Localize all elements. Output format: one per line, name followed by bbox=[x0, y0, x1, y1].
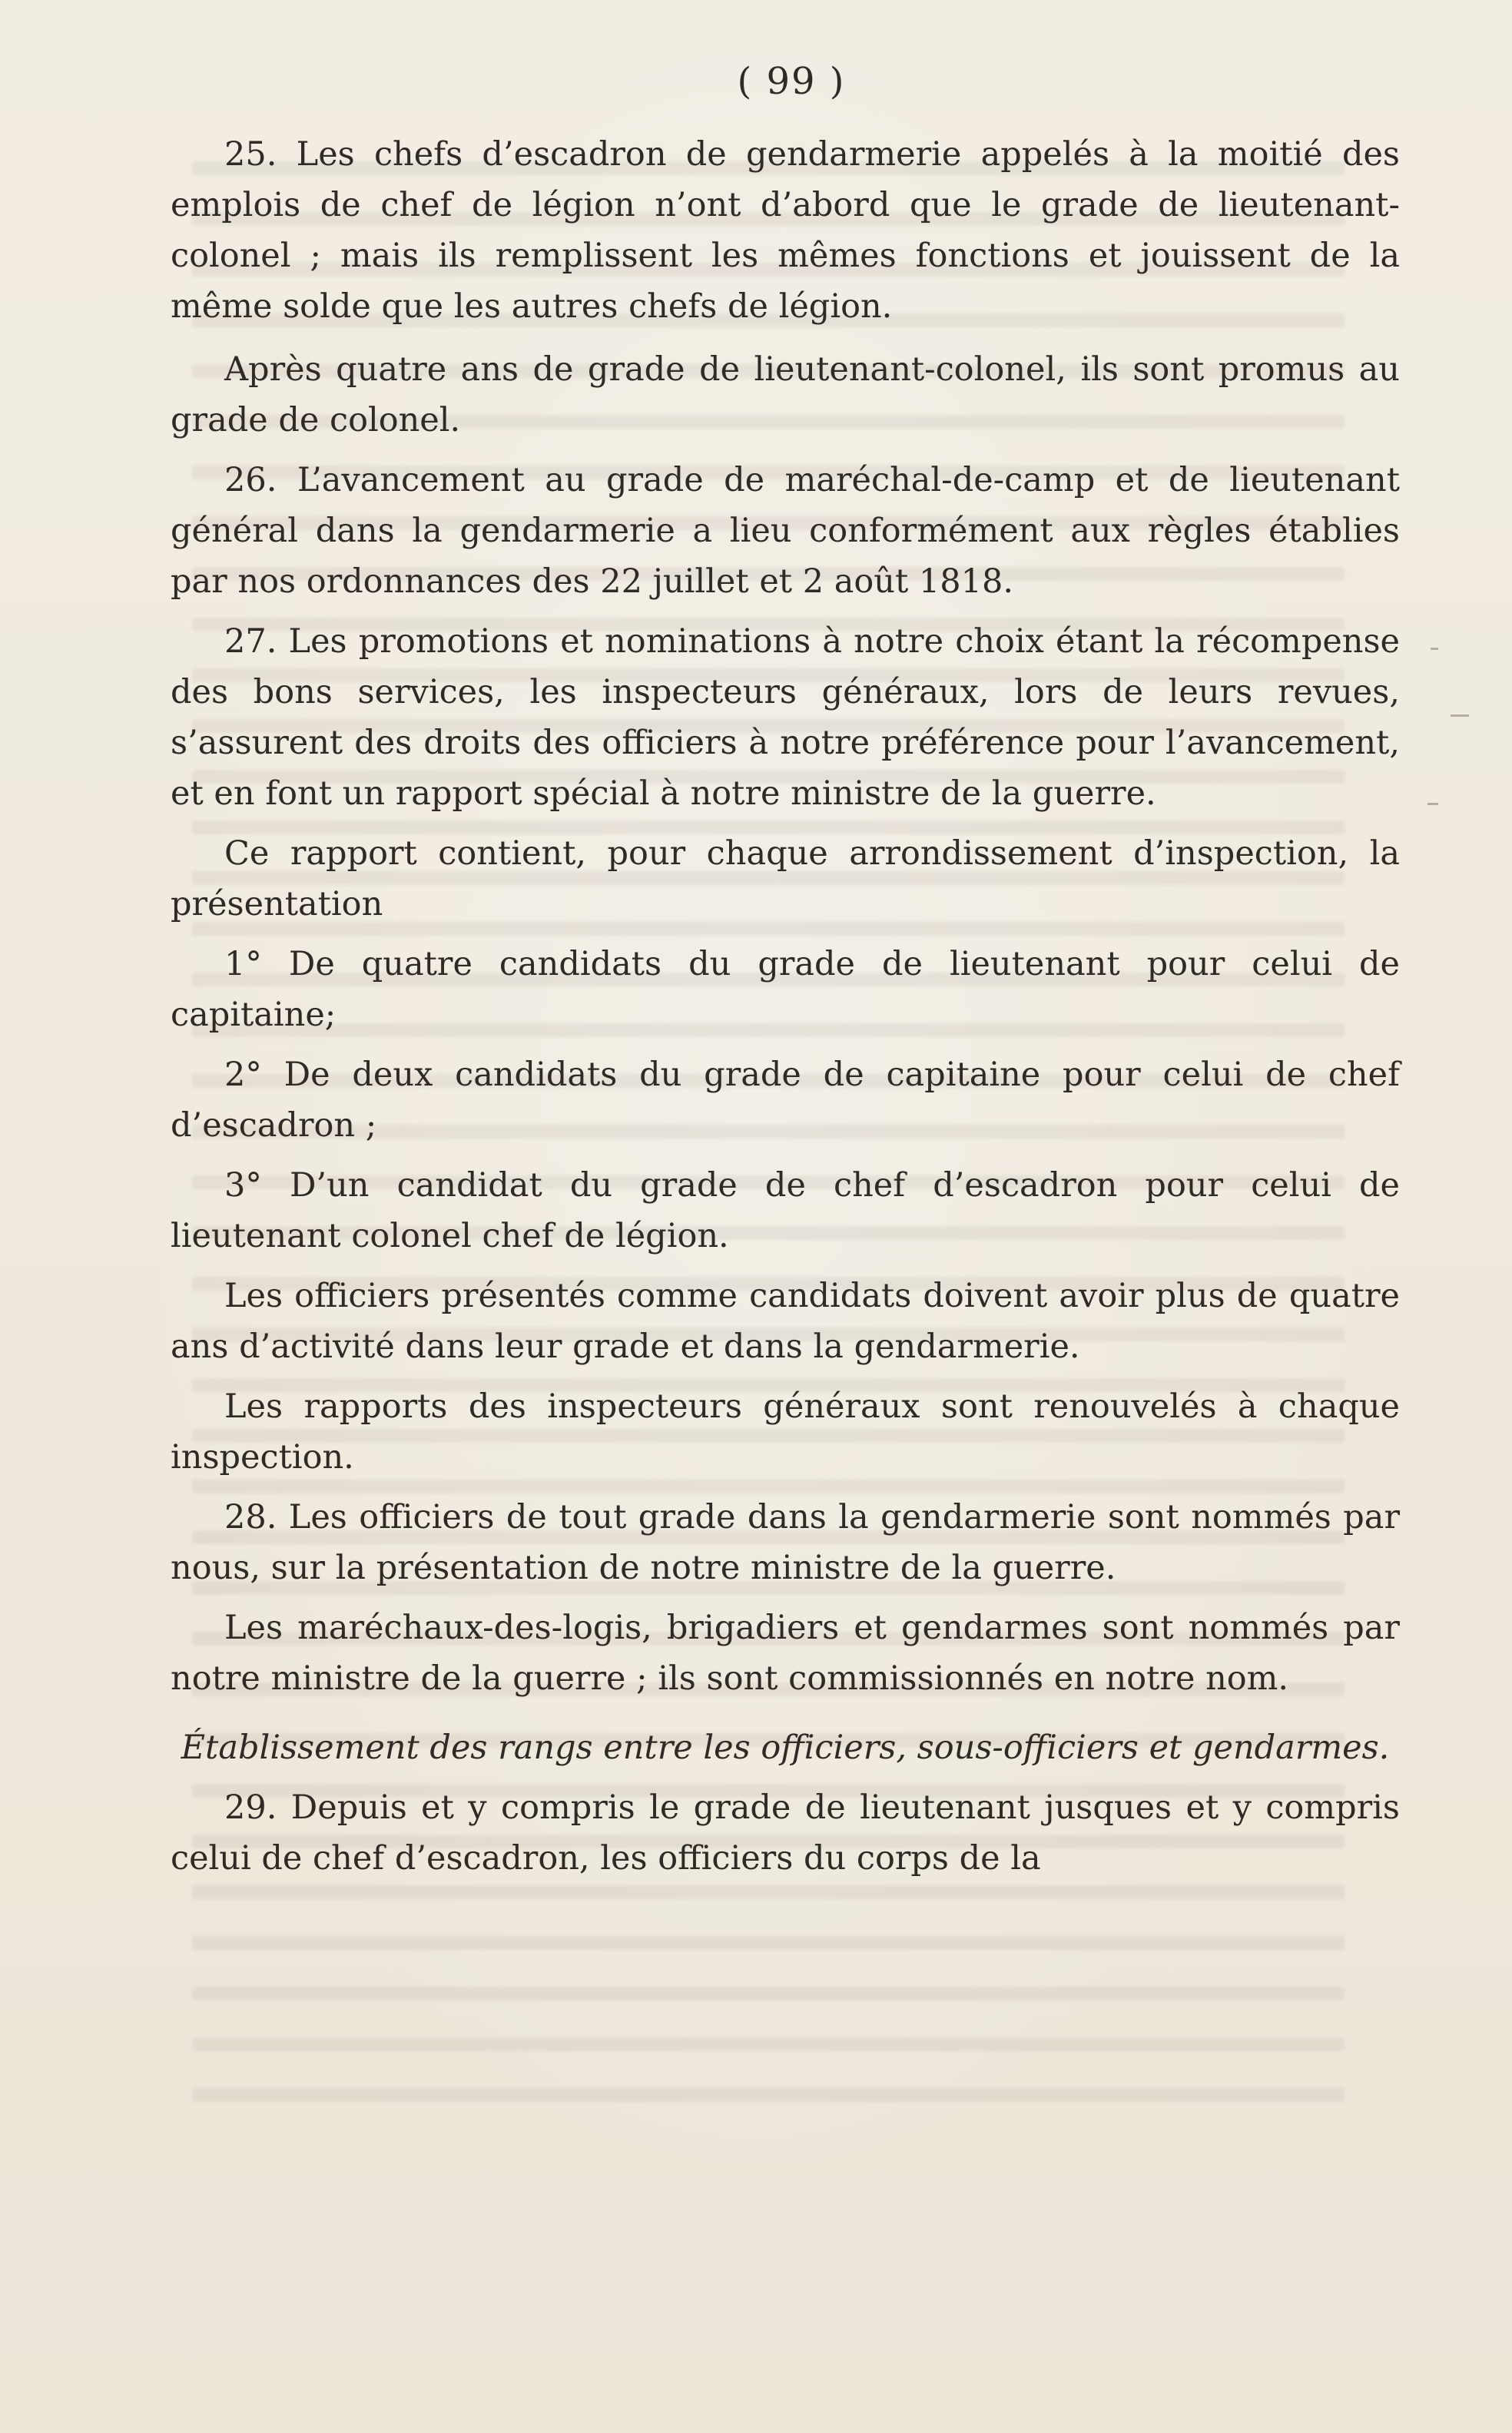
list-item-third: 3° D’un candidat du grade de chef d’escadron pour celui de lieutenant colonel chef de légion. bbox=[171, 1166, 1400, 1255]
paragraph-nco-appointments: Les maréchaux-des-logis, brigadiers et gendarmes sont nommés par notre ministre de la guerre ; ils sont commissionnés en notre nom. bbox=[171, 1609, 1400, 1698]
paragraph-promotion-colonel: Après quatre ans de grade de lieutenant-colonel, ils sont promus au grade de colonel. bbox=[171, 350, 1400, 439]
paragraph-article-28: 28. Les officiers de tout grade dans la gendarmerie sont nommés par nous, sur la présentation de notre ministre de la guerre. bbox=[171, 1498, 1400, 1587]
list-item-second: 2° De deux candidats du grade de capitaine pour celui de chef d’escadron ; bbox=[171, 1056, 1400, 1145]
paragraph-article-25: 25. Les chefs d’escadron de gendarmerie appelés à la moitié des emplois de chef de légion n’ont d’abord que le grade de lieutenant-colonel ; mais ils remplissent les mêmes fonctions et jouissent de la même solde que les autres chefs de légion. bbox=[171, 135, 1400, 326]
paragraph-article-26: 26. L’avancement au grade de maréchal-de-camp et de lieutenant général dans la gendarmerie a lieu conformément aux règles établies par nos ordonnances des 22 juillet et 2 août 1818. bbox=[171, 461, 1400, 601]
paragraph-candidate-requirements: Les officiers présentés comme candidats doivent avoir plus de quatre ans d’activité dans leur grade et dans la gendarmerie. bbox=[171, 1277, 1400, 1366]
paragraph-report-renewal: Les rapports des inspecteurs généraux sont renouvelés à chaque inspection. bbox=[171, 1387, 1400, 1477]
list-item-first: 1° De quatre candidats du grade de lieutenant pour celui de capitaine; bbox=[171, 945, 1400, 1034]
margin-mark bbox=[1427, 803, 1438, 805]
page-number: ( 99 ) bbox=[737, 60, 846, 103]
paragraph-report-contents: Ce rapport contient, pour chaque arrondissement d’inspection, la présentation bbox=[171, 834, 1400, 923]
page-body bbox=[171, 129, 1400, 1884]
margin-mark bbox=[1451, 714, 1469, 717]
section-heading: Établissement des rangs entre les officiers, sous-officiers et gendarmes. bbox=[181, 1729, 1390, 1767]
paragraph-article-29: 29. Depuis et y compris le grade de lieutenant jusques et y compris celui de chef d’escadron, les officiers du corps de la bbox=[171, 1788, 1400, 1878]
margin-mark bbox=[1431, 648, 1438, 650]
paragraph-article-27: 27. Les promotions et nominations à notre choix étant la récompense des bons services, les inspecteurs généraux, lors de leurs revues, s’assurent des droits des officiers à notre préférence pour l’avancement, et en font un rapport spécial à notre ministre de la guerre. bbox=[171, 622, 1400, 813]
